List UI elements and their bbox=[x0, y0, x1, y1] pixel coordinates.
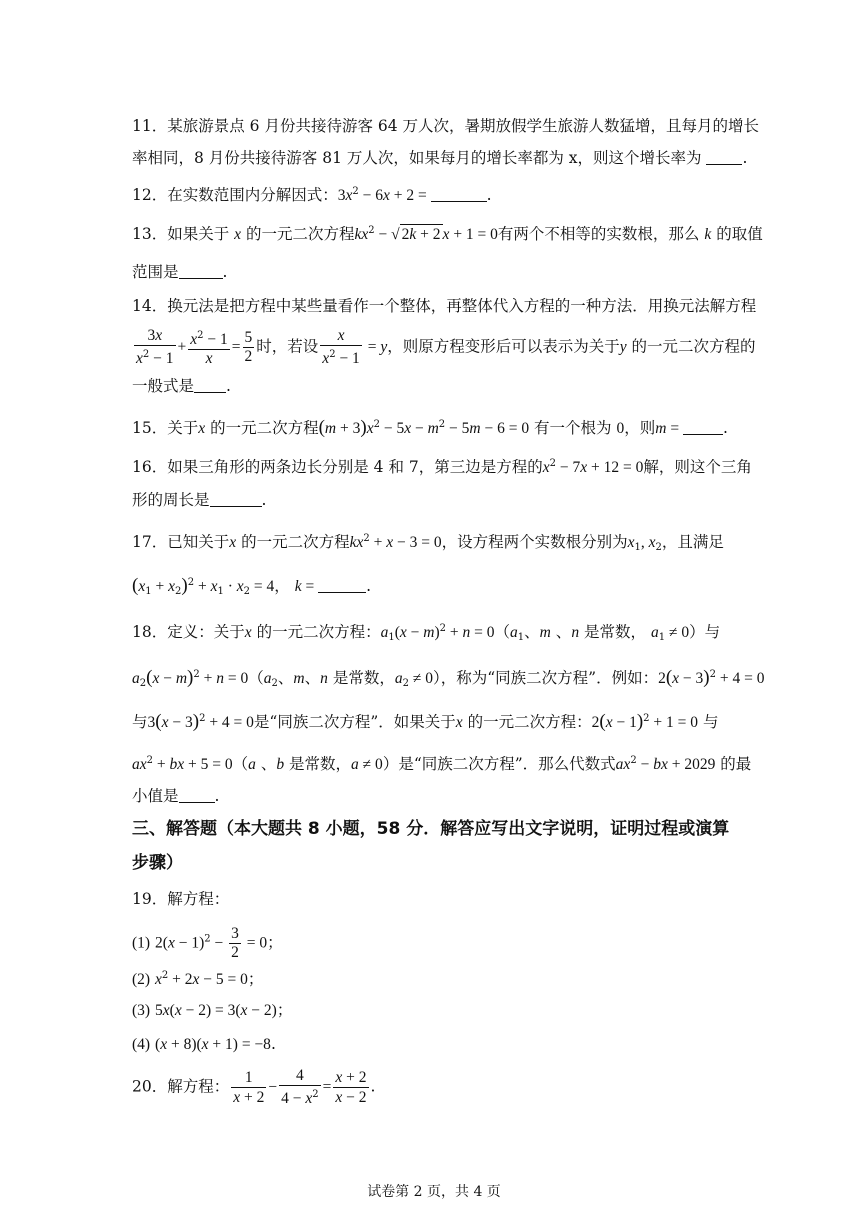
answer-blank[interactable] bbox=[318, 578, 366, 593]
q15-line: 15．关于x 的一元二次方程$(m + 3)x^2 - 5x - m^2 - 5m - 6 = 0$ 有一个根为 0，则m = . bbox=[132, 417, 728, 438]
q14-line3: 一般式是 . bbox=[132, 377, 231, 395]
q13-line1: 13．如果关于 x 的一元二次方程$kx^2$ − √ 2k + 2 x + 1 = 0有两个不相等的实数根，那么 k 的取值 bbox=[132, 225, 763, 243]
answer-blank[interactable] bbox=[706, 150, 742, 165]
section-heading: 三、解答题（本大题共 8 小题，58 分．解答应写出文字说明，证明过程或演算 bbox=[132, 819, 730, 839]
q16-line2: 形的周长是 . bbox=[132, 491, 267, 509]
answer-blank[interactable] bbox=[194, 378, 226, 393]
q18-line1: 18．定义：关于x 的一元二次方程：$a_1(x - m)^2 + n = 0(a_1$、m 、n 是常数， $a_1 \ne 0$）与 bbox=[132, 623, 721, 643]
answer-blank[interactable] bbox=[179, 264, 223, 279]
page-footer: 试卷第 2 页，共 4 页 bbox=[367, 1184, 501, 1200]
q18-line3: 与$3(x - 3)^2 + 4 = 0$是“同族二次方程”．如果关于x 的一元二次方程：$2(x - 1)^2 + 1 = 0$ 与 bbox=[132, 711, 719, 732]
q14-line2: $\frac{3x}{x^2 - 1}$ + $\frac{x^2 - 1}{x}$ = $\frac{5}{2}$ 时，若设 $\frac{x}{x^2 - 1}$ = y，则原方程变形后可以表示为关于y 的一元二次方程的 bbox=[136, 327, 756, 367]
q19-part4: (4) (x + 8)(x + 1) = −8. bbox=[132, 1035, 276, 1053]
answer-blank[interactable] bbox=[683, 420, 723, 435]
q19-title: 19．解方程： bbox=[132, 890, 230, 908]
section-heading-cont: 步骤） bbox=[132, 853, 183, 873]
q14-line1: 14．换元法是把方程中某些量看作一个整体，再整体代入方程的一种方法．用换元法解方程 bbox=[132, 297, 757, 315]
q16-line1: 16．如果三角形的两条边长分别是 4 和 7，第三边是方程的$x^2 - 7x + 12 = 0$解，则这个三角 bbox=[132, 458, 752, 476]
q18-line4: $ax^2$ + bx + 5 = 0（a 、b 是常数，a ≠ 0）是“同族二次方程”．那么代数式$ax^2$ − bx + 2029 的最 bbox=[132, 755, 752, 773]
q17-line2: $(x_1 + x_2)^2 + x_1 \cdot x_2 = 4$， k = . bbox=[132, 575, 372, 597]
q13-line2: 范围是 . bbox=[132, 263, 228, 281]
answer-blank[interactable] bbox=[431, 187, 487, 202]
q18-line2: $a_2(x - m)^2 + n = 0(a_2$、m、n 是常数，$a_2 \ne 0$），称为“同族二次方程”．例如：$2(x - 3)^2 + 4 = 0$ bbox=[132, 667, 765, 689]
answer-blank[interactable] bbox=[179, 788, 215, 803]
q19-part2: (2) $x^2 + 2x - 5 = 0$； bbox=[132, 970, 264, 988]
q17-line1: 17．已知关于x 的一元二次方程$kx^2 + x - 3 = 0$，设方程两个实数根分别为$x_1$, $x_2$，且满足 bbox=[132, 533, 724, 553]
q12-line: 12．在实数范围内分解因式：$3x^2 - 6x + 2$ = . bbox=[132, 186, 492, 204]
answer-blank[interactable] bbox=[210, 492, 262, 507]
q11-line1: 11．某旅游景点 6 月份共接待游客 64 万人次，暑期放假学生旅游人数猛增，且每月的增长 bbox=[132, 117, 760, 135]
q18-line5: 小值是 . bbox=[132, 787, 220, 805]
q19-part1: (1) $2(x - 1)^2$ − $\frac{3}{2}$ = 0； bbox=[132, 925, 283, 961]
q11-line2: 率相同，8 月份共接待游客 81 万人次，如果每月的增长率都为 x，则这个增长率为 . bbox=[132, 149, 748, 167]
q19-part3: (3) 5x(x − 2) = 3(x − 2)； bbox=[132, 1001, 293, 1019]
q20-line: 20．解方程： $\frac{1}{x + 2}$ − $\frac{4}{4 - x^2}$ = $\frac{x + 2}{x - 2}$ . bbox=[132, 1067, 376, 1107]
